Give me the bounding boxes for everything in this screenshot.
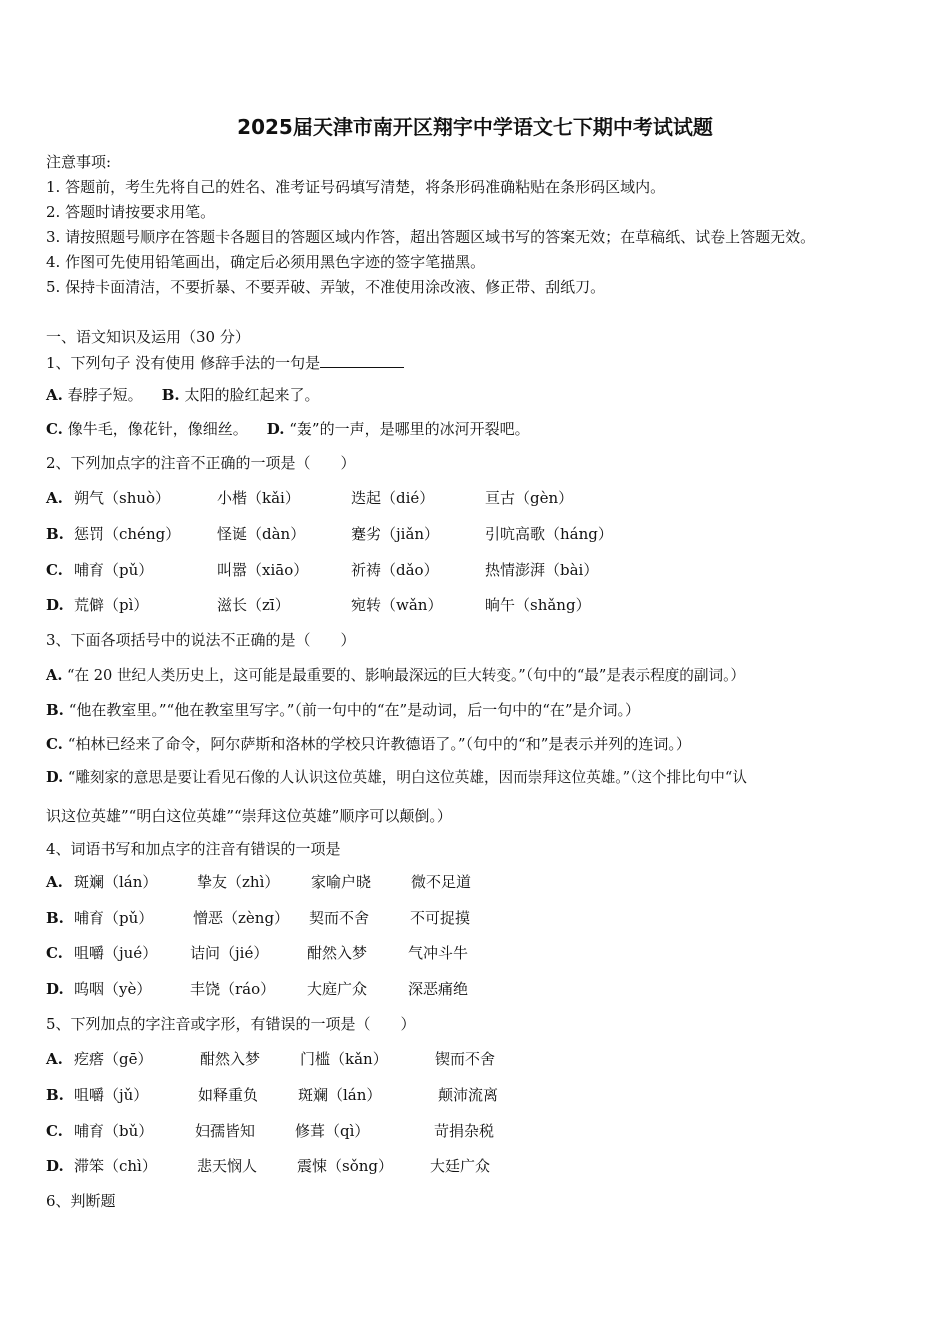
question-3-option-d	[46, 769, 747, 787]
option-item: 斑斓（lán）	[298, 1086, 382, 1104]
option-item: 晌午（shǎng）	[485, 596, 591, 614]
option-letter: B.	[46, 701, 64, 719]
option-letter: C.	[46, 1122, 63, 1140]
option-item: 修葺（qì）	[295, 1122, 370, 1140]
answer-blank	[320, 353, 404, 368]
option-letter: D.	[46, 596, 64, 614]
question-3-option-d-cont: 识这位英雄”“明白这位英雄”“崇拜这位英雄”顺序可以颠倒。）	[46, 807, 452, 825]
option-item: 不可捉摸	[410, 909, 471, 927]
option-text: 春脖子短。	[67, 386, 143, 404]
option-item: 颠沛流离	[438, 1086, 499, 1104]
option-item: 酣然入梦	[200, 1050, 261, 1068]
option-item: 斑斓（lán）	[74, 873, 158, 891]
option-item: 蹇劣（jiǎn）	[351, 525, 440, 543]
option-text: “在 20 世纪人类历史上，这可能是最重要的、影响最深远的巨大转变。”（句中的“最”是表示程度的副词。）	[67, 667, 745, 684]
question-1-row-ab	[46, 386, 319, 404]
option-item: 荒僻（pì）	[74, 596, 149, 614]
option-text: “他在教室里。”“他在教室里写字。”（前一句中的“在”是动词，后一句中的“在”是介词。）	[68, 701, 641, 719]
option-item: 惩罚（chéng）	[74, 525, 181, 543]
option-letter: C.	[46, 735, 63, 753]
section-heading: 一、语文知识及运用（30 分）	[46, 328, 250, 346]
option-letter: A.	[46, 386, 63, 404]
option-item: 苛捐杂税	[434, 1122, 495, 1140]
option-item: 滞笨（chì）	[74, 1157, 157, 1175]
option-item: 亘古（gèn）	[485, 489, 574, 507]
option-item: 热情澎湃（bài）	[485, 561, 599, 579]
question-2-stem: 2、下列加点字的注音不正确的一项是（ ）	[46, 454, 356, 472]
option-item: 家喻户晓	[311, 873, 372, 891]
option-item: 呜咽（yè）	[74, 980, 152, 998]
question-3-option-c	[46, 735, 691, 753]
notice-heading: 注意事项:	[46, 153, 112, 171]
option-item: 气冲斗牛	[408, 944, 469, 962]
option-letter: B.	[46, 909, 64, 927]
option-text: 太阳的脸红起来了。	[184, 386, 320, 404]
question-1-stem	[46, 353, 404, 372]
option-item: 契而不舍	[309, 909, 370, 927]
question-3-option-b	[46, 701, 640, 719]
option-letter: C.	[46, 420, 63, 438]
option-item: 悲天悯人	[197, 1157, 258, 1175]
option-letter: A.	[46, 1050, 63, 1068]
option-item: 怪诞（dàn）	[217, 525, 306, 543]
option-text: 像牛毛，像花针，像细丝。	[67, 420, 248, 438]
option-letter: B.	[46, 525, 64, 543]
option-letter: C.	[46, 944, 63, 962]
option-text: “柏林已经来了命令，阿尔萨斯和洛林的学校只许教德语了。”（句中的“和”是表示并列的连词。）	[67, 735, 691, 753]
option-letter: B.	[46, 1086, 64, 1104]
option-item: 丰饶（ráo）	[190, 980, 276, 998]
option-item: 憎恶（zèng）	[193, 909, 290, 927]
option-item: 大庭广众	[307, 980, 368, 998]
option-item: 诘问（jié）	[190, 944, 269, 962]
option-item: 叫嚣（xiāo）	[217, 561, 309, 579]
option-text: “雕刻家的意思是要让看见石像的人认识这位英雄，明白这位英雄，因而崇拜这位英雄。”（这个排比句中“认	[67, 769, 747, 786]
option-item: 哺育（bǔ）	[74, 1122, 154, 1140]
notice-item: 1. 答题前，考生先将自己的姓名、准考证号码填写清楚，将条形码准确粘贴在条形码区域内。	[46, 178, 666, 196]
option-letter: C.	[46, 561, 63, 579]
option-item: 门槛（kǎn）	[300, 1050, 388, 1068]
option-item: 宛转（wǎn）	[351, 596, 443, 614]
question-4-stem: 4、词语书写和加点字的注音有错误的一项是	[46, 840, 341, 858]
option-letter: A.	[46, 489, 63, 507]
option-item: 滋长（zī）	[217, 596, 290, 614]
option-letter: A.	[46, 667, 63, 684]
page-title: 2025届天津市南开区翔宇中学语文七下期中考试试题	[237, 115, 713, 139]
option-item: 哺育（pǔ）	[74, 909, 154, 927]
option-item: 咀嚼（jué）	[74, 944, 158, 962]
option-item: 酣然入梦	[307, 944, 368, 962]
option-item: 如释重负	[198, 1086, 259, 1104]
question-5-stem: 5、下列加点的字注音或字形，有错误的一项是（ ）	[46, 1015, 416, 1033]
option-item: 震悚（sǒng）	[297, 1157, 393, 1175]
option-item: 微不足道	[411, 873, 472, 891]
option-letter: D.	[46, 1157, 64, 1175]
option-letter: D.	[46, 769, 64, 786]
notice-item: 5. 保持卡面清洁，不要折暴、不要弄破、弄皱，不准使用涂改液、修正带、刮纸刀。	[46, 278, 606, 296]
question-1-row-cd	[46, 420, 530, 438]
option-letter: D.	[266, 420, 285, 438]
option-item: 疙瘩（gē）	[74, 1050, 153, 1068]
option-item: 咀嚼（jǔ）	[74, 1086, 149, 1104]
question-6-stem: 6、判断题	[46, 1192, 116, 1210]
question-1-text: 1、下列句子 没有使用 修辞手法的一句是	[46, 354, 321, 372]
option-letter: A.	[46, 873, 63, 891]
option-letter: B.	[161, 386, 180, 404]
option-letter: D.	[46, 980, 64, 998]
option-item: 妇孺皆知	[195, 1122, 256, 1140]
option-item: 祈祷（dǎo）	[351, 561, 439, 579]
option-item: 朔气（shuò）	[74, 489, 171, 507]
option-item: 小楷（kǎi）	[217, 489, 300, 507]
question-3-stem: 3、下面各项括号中的说法不正确的是（ ）	[46, 631, 356, 649]
option-item: 引吭高歌（háng）	[485, 525, 613, 543]
option-item: 哺育（pǔ）	[74, 561, 154, 579]
option-item: 迭起（dié）	[351, 489, 435, 507]
option-item: 深恶痛绝	[408, 980, 469, 998]
option-item: 锲而不舍	[435, 1050, 496, 1068]
question-3-option-a	[46, 667, 745, 685]
option-item: 挚友（zhì）	[197, 873, 280, 891]
notice-item: 4. 作图可先使用铅笔画出，确定后必须用黑色字迹的签字笔描黑。	[46, 253, 486, 271]
notice-item: 2. 答题时请按要求用笔。	[46, 203, 216, 221]
option-item: 大廷广众	[430, 1157, 491, 1175]
notice-item: 3. 请按照题号顺序在答题卡各题目的答题区域内作答，超出答题区域书写的答案无效；在草稿纸、试卷上答题无效。	[46, 228, 816, 246]
option-text: “轰”的一声，是哪里的冰河开裂吧。	[289, 420, 530, 438]
